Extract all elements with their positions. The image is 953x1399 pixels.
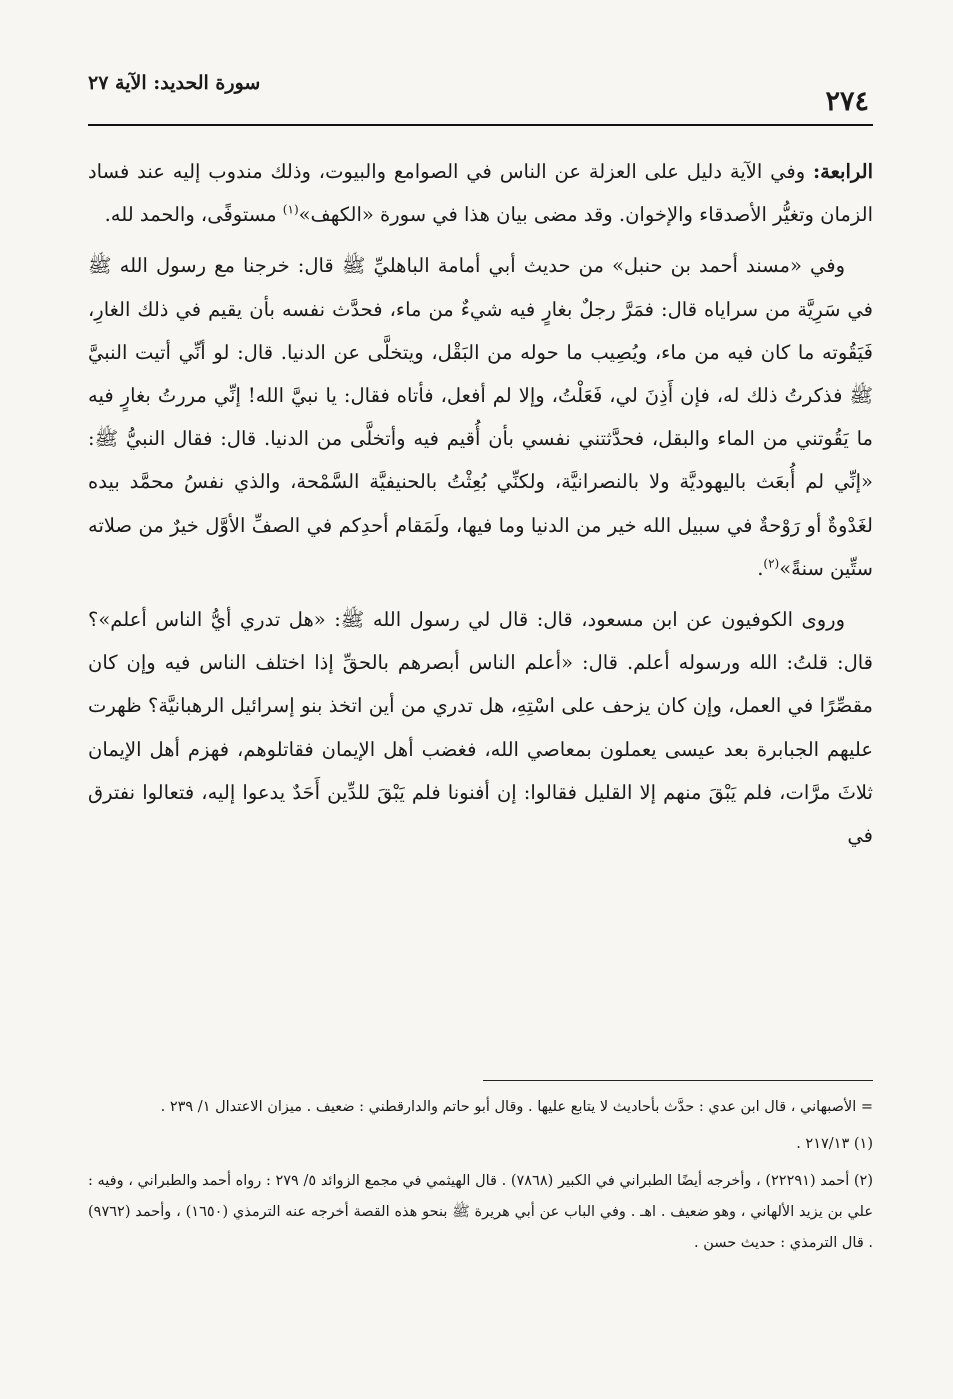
footnote-1: (١) ٢١٧/١٣ . (796, 1136, 873, 1152)
page-number: ٢٧٤ (825, 86, 869, 117)
footnote-separator (483, 1080, 873, 1081)
paragraph-2 (88, 244, 873, 590)
paragraph-1 (88, 150, 873, 236)
footnote-ref-2[interactable]: (٢) (763, 556, 780, 571)
paragraph-text: وفي الآية دليل على العزلة عن الناس في الصوامع والبيوت، وذلك مندوب إليه عند فساد الزمان وتغيُّر الأصدقاء والإخوان. وقد مضى بيان هذا في سورة «الكهف» (88, 160, 873, 227)
running-title: سورة الحديد: الآية ٢٧ (88, 72, 261, 94)
footnote-ref-1[interactable]: (١) (282, 202, 299, 217)
footnote-continuation: = الأصبهاني ، قال ابن عدي : حدَّث بأحاديث لا يتابع عليها . وقال أبو حاتم والدارقطني : ضعيف . ميزان الاعتدال ١/ ٢٣٩ . (160, 1099, 873, 1115)
paragraph-text-end: مستوفًى، والحمد لله. (104, 203, 283, 227)
footnote-2: (٢) أحمد (٢٢٢٩١) ، وأخرجه أيضًا الطبراني في الكبير (٧٨٦٨) . قال الهيثمي في مجمع الزوائد ٥/ ٢٧٩ : رواه أحمد والطبراني ، وفيه : علي بن يزيد الألهاني ، وهو ضعيف . اهـ . وفي الباب عن أبي هريرة ﷺ بنحو هذه القصة أخرجه عنه الترمذي (١٦٥٠) ، وأحمد (٩٧٦٢) . قال الترمذي : حديث حسن . (88, 1173, 873, 1251)
footnotes (88, 1092, 873, 1265)
paragraph-lead: الرابعة: (812, 160, 873, 183)
paragraph-text: وروى الكوفيون عن ابن مسعود، قال: قال لي رسول الله ﷺ: «هل تدري أيُّ الناس أعلم»؟ قال: قلتُ: الله ورسوله أعلم. قال: «أعلم الناس أبصرهم بالحقِّ إذا اختلف الناس فيه وإن كان مقصِّرًا في العمل، وإن كان يزحف على اسْتِهِ، هل تدري من أين اتخذ بنو إسرائيل الرهبانيَّة؟ ظهرت عليهم الجبابرة بعد عيسى يعملون بمعاصي الله، فغضب أهل الإيمان فقاتلوهم، فهزم أهل الإيمان ثلاثَ مرَّات، فلم يَبْقَ منهم إلا القليل فقالوا: إن أفنونا فلم يَبْقَ للدِّين أَحَدٌ يدعوا إليه، فتعالوا نفترق في (88, 608, 873, 848)
paragraph-3 (88, 598, 873, 857)
page-header (88, 62, 873, 126)
paragraph-text: وفي «مسند أحمد بن حنبل» من حديث أبي أمامة الباهليِّ ﷺ قال: خرجنا مع رسول الله ﷺ في سَرِيَّة من سراياه قال: فمَرَّ رجلٌ بغارٍ فيه شيءٌ من ماء، فحدَّث نفسه بأن يقيم في ذلك الغارِ، فَيَقُوته ما كان فيه من ماء، ويُصِيب ما حوله من البَقْل، ويتخلَّى عن الدنيا. قال: لو أنِّي أتيت النبيَّ ﷺ فذكرتُ ذلك له، فإن أَذِنَ لي، فَعَلْتُ، وإلا لم أفعل، فأتاه فقال: يا نبيَّ الله! إنِّي مررتُ بغارٍ فيه ما يَقُوتني من الماء والبقل، فحدَّثتني نفسي بأن أُقيم فيه وأتخلَّى من الدنيا. قال: فقال النبيُّ ﷺ: «إنِّي لم أُبعَث باليهوديَّة ولا بالنصرانيَّة، ولكنِّي بُعِثْتُ بالحنيفيَّة السَّمْحة، والذي نفسُ محمَّد بيده لغَدْوةٌ أو رَوْحةٌ في سبيل الله خير من الدنيا وما فيها، ولَمَقام أحدِكم في الصفِّ الأوَّل خيرٌ من صلاته ستِّين سنةً» (88, 254, 873, 580)
paragraph-text-end: . (757, 556, 764, 580)
main-text (88, 150, 873, 865)
